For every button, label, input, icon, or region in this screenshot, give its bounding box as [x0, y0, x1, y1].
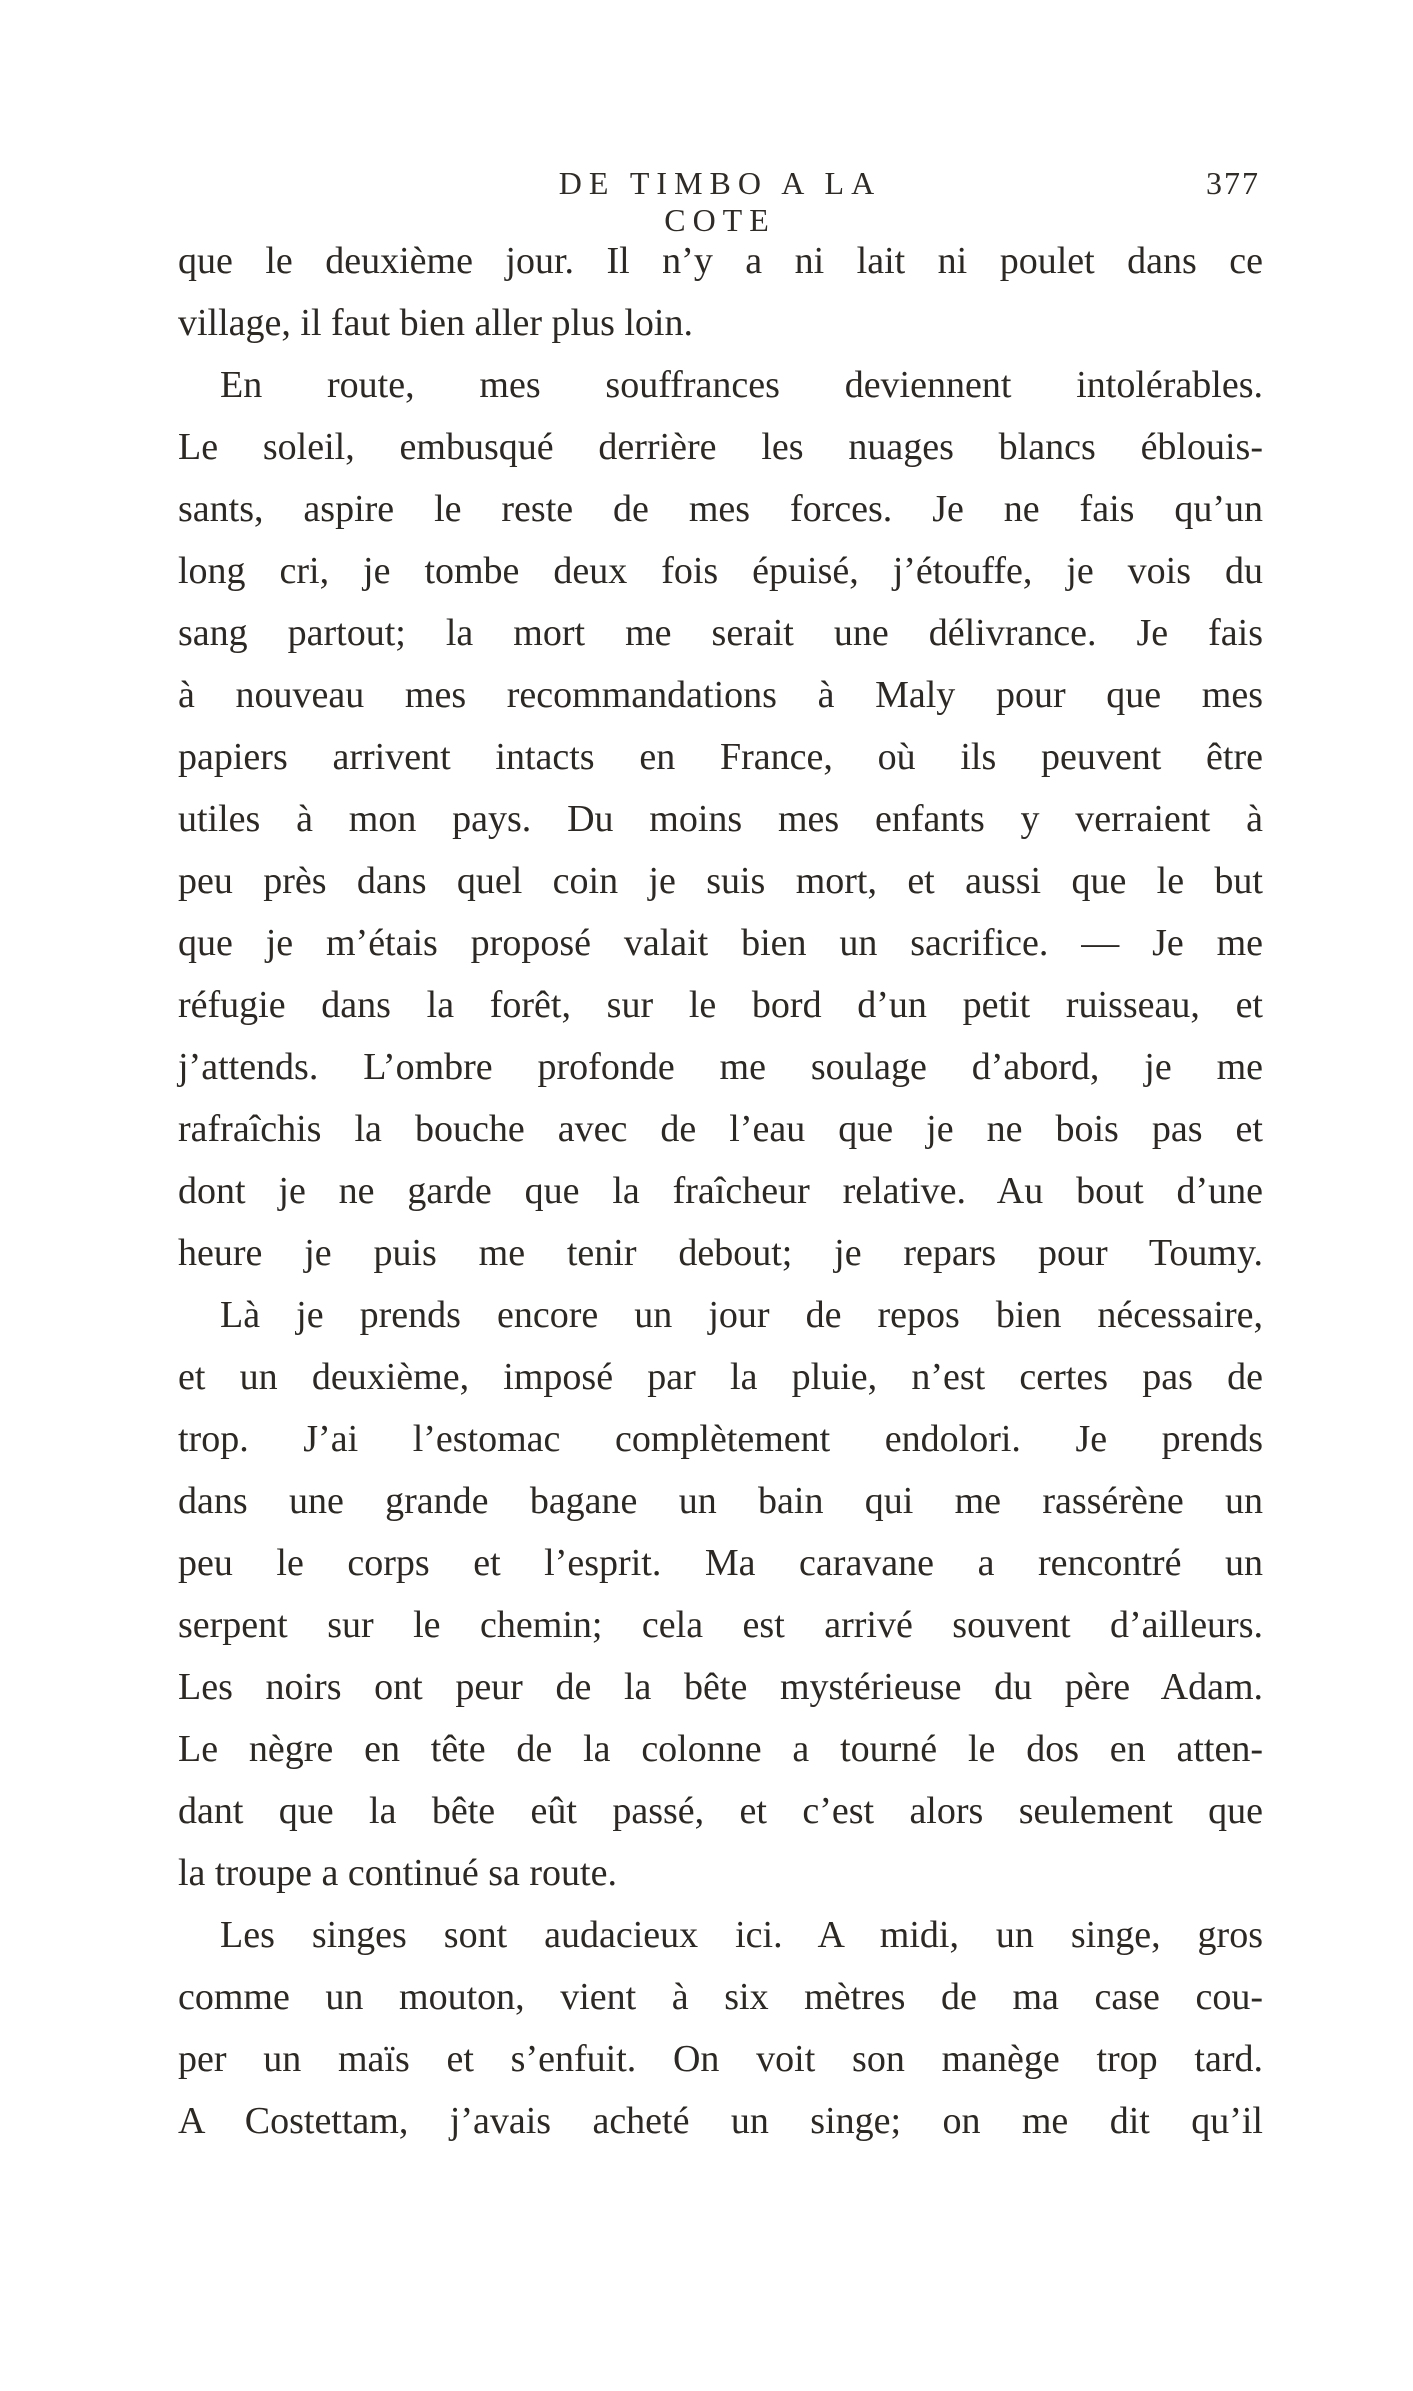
text-line: réfugie dans la forêt, sur le bord d’un petit ruisseau, et — [178, 984, 1263, 1026]
running-title: DE TIMBO A LA COTE — [558, 165, 882, 238]
text-line: long cri, je tombe deux fois épuisé, j’étouffe, je vois du — [178, 550, 1263, 592]
text-line: Le nègre en tête de la colonne a tourné le dos en atten- — [178, 1728, 1263, 1770]
text-line: rafraîchis la bouche avec de l’eau que je ne bois pas et — [178, 1108, 1263, 1150]
text-line: dans une grande bagane un bain qui me rassérène un — [178, 1480, 1263, 1522]
page-header — [180, 165, 1260, 238]
text-line: que je m’étais proposé valait bien un sacrifice. — Je me — [178, 922, 1263, 964]
text-line: En route, mes souffrances deviennent intolérables. — [220, 364, 1263, 406]
text-line: A Costettam, j’avais acheté un singe; on me dit qu’il — [178, 2100, 1263, 2142]
text-line: et un deuxième, imposé par la pluie, n’est certes pas de — [178, 1356, 1263, 1398]
text-line: serpent sur le chemin; cela est arrivé souvent d’ailleurs. — [178, 1604, 1263, 1646]
body-text — [178, 230, 1263, 2152]
text-line: utiles à mon pays. Du moins mes enfants y verraient à — [178, 798, 1263, 840]
text-line: j’attends. L’ombre profonde me soulage d’abord, je me — [178, 1046, 1263, 1088]
text-line: peu le corps et l’esprit. Ma caravane a rencontré un — [178, 1542, 1263, 1584]
text-line: papiers arrivent intacts en France, où ils peuvent être — [178, 736, 1263, 778]
text-line: trop. J’ai l’estomac complètement endolori. Je prends — [178, 1418, 1263, 1460]
text-line: sang partout; la mort me serait une délivrance. Je fais — [178, 612, 1263, 654]
text-line: peu près dans quel coin je suis mort, et aussi que le but — [178, 860, 1263, 902]
text-line: sants, aspire le reste de mes forces. Je ne fais qu’un — [178, 488, 1263, 530]
text-line: la troupe a continué sa route. — [178, 1852, 617, 1894]
text-line: comme un mouton, vient à six mètres de ma case cou- — [178, 1976, 1263, 2018]
text-line: village, il faut bien aller plus loin. — [178, 302, 693, 344]
text-line: heure je puis me tenir debout; je repars pour Toumy. — [178, 1232, 1263, 1274]
text-line: que le deuxième jour. Il n’y a ni lait ni poulet dans ce — [178, 240, 1263, 282]
text-line: Là je prends encore un jour de repos bien nécessaire, — [220, 1294, 1263, 1336]
text-line: Les noirs ont peur de la bête mystérieuse du père Adam. — [178, 1666, 1263, 1708]
text-line: Les singes sont audacieux ici. A midi, un singe, gros — [220, 1914, 1263, 1956]
text-line: Le soleil, embusqué derrière les nuages blancs éblouis- — [178, 426, 1263, 468]
text-line: dont je ne garde que la fraîcheur relative. Au bout d’une — [178, 1170, 1263, 1212]
text-line: dant que la bête eût passé, et c’est alors seulement que — [178, 1790, 1263, 1832]
page-number: 377 — [1206, 165, 1260, 201]
text-line: à nouveau mes recommandations à Maly pour que mes — [178, 674, 1263, 716]
text-line: per un maïs et s’enfuit. On voit son manège trop tard. — [178, 2038, 1263, 2080]
